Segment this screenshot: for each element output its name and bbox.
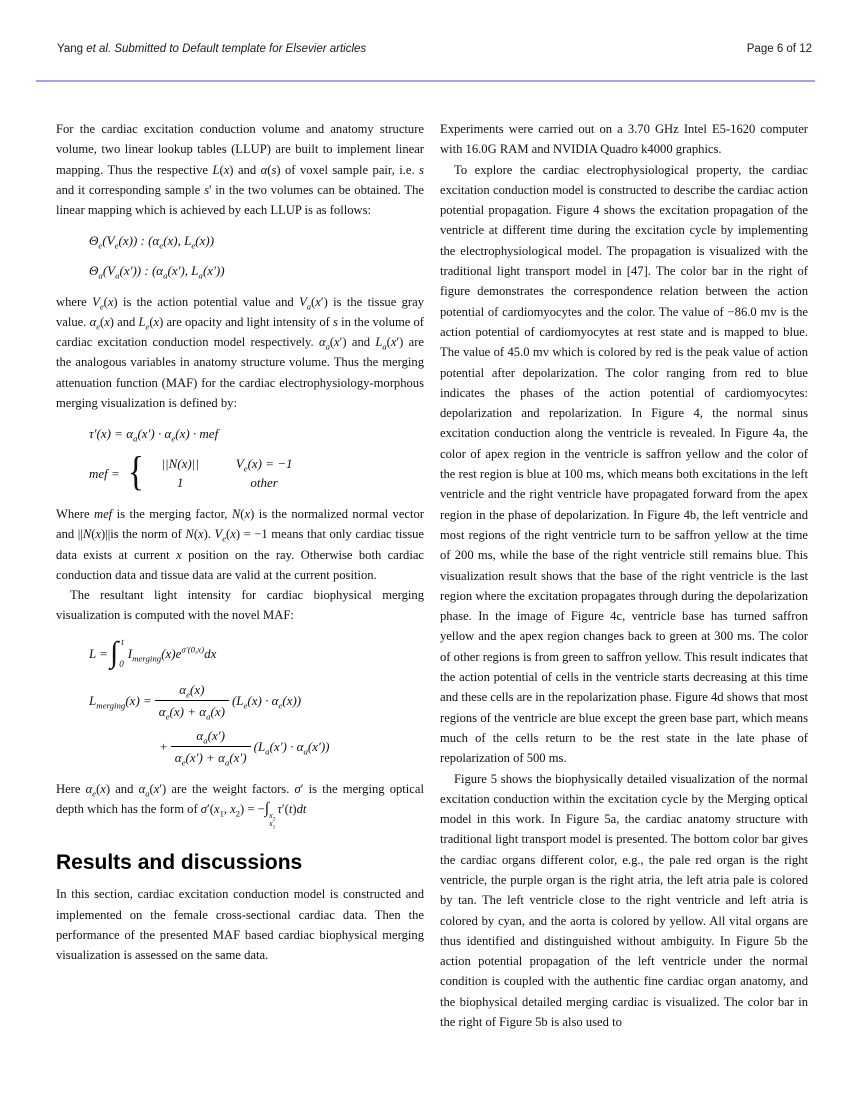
paragraph-maf-definition: where $V_e(x)$ is the action potential value and $V_a(x')$ is the tissue gray value. $\alpha_e(x)$ and $L_e(x)$ are opacity and light intensity of s in the volume of cardiac excitation conduction model respectively. $\alpha_a(x')$ and $L_a(x')$ are the analogous variables in anatomy structure volume. Thus the merging attenuation function (MAF) for the cardiac electrophysiology-morphous merging visualization is defined by: — [56, 294, 424, 411]
integral-sign: ∫ — [110, 636, 119, 670]
fraction-2-numerator: $\alpha_a(x')$ — [171, 727, 251, 748]
integral-integrand: $I_{merging}(x)e^{\sigma'(0,x)}dx$ — [127, 644, 217, 664]
equation-mef — [89, 450, 424, 496]
equation-tau: $\tau'(x) = \alpha_a(x') \cdot \alpha_e(x)$ · mef — [89, 426, 219, 444]
case-value-norm: ||N(x)|| — [161, 455, 199, 471]
paragraph-figure4: To explore the cardiac electrophysiological property, the cardiac excitation conduction model is constructed to describe the cardiac action potential propagation. Figure 4 shows the excitation propagation of the ventricle at different time during the excitation cycle by implementing the electrophysiological model. The propagation is visualized with the traditional light transport model in [47]. The color bar in the right of figure demonstrates the correspondence relation between the action potential of cardiomyocytes and the color. The value of −86.0 mv is the action potential of cardiomyocytes at rest state and is mapped to blue. The value of 45.0 mv which is colored by red is the peak value of action potential after depolarization. The color ranging from red to blue indicates the phases of the action potential of cardiomyocytes: depolarization and repolarization. In Figure 4, the normal sinus excitation conduction along the ventricle is revealed. In Figure 4a, the color of apex region in the ventricle is saffron yellow and the color of the rest region is blue at 100 ms, which means both excitations in the left ventricle and the right ventricle have propagated forward from the apex region in the phase of depolarization. In Figure 4b, the left ventricle and most regions of the right ventricle turn to be saffron yellow at the time of 200 ms, while the base of the right ventricle still remains blue. This visualization result shows that the base of the right ventricle is the last region where the excitation propagates through during the depolarization phase. In the image of Figure 4c, ventricle base has turned saffron yellow and the apex region changes back to green at 300 ms. The color of other regions is from green to saffron yellow. This result indicates that the action potential of cells in the ventricle starts decreasing at this time and these cells are in the repolarization phase. Figure 4d shows that most regions of the ventricle are blue except the green base part, which means much of the cells return to be the rest state in the late phase of repolarization of 500 ms. — [440, 162, 808, 766]
fraction-1-denominator: $\alpha_e(x) + \alpha_a(x)$ — [158, 704, 225, 722]
fraction-1 — [155, 681, 229, 721]
fraction-2-denominator: $\alpha_e(x') + \alpha_a(x')$ — [174, 750, 247, 769]
fraction-1-numerator: $\alpha_e(x)$ — [155, 681, 229, 702]
running-head — [57, 43, 366, 55]
equation-light-integral — [89, 638, 424, 669]
case-condition-other: other — [250, 475, 278, 491]
section-heading-results: Results and discussions — [56, 851, 303, 875]
l-merging-plus: + — [159, 739, 168, 755]
running-head-author: Yang — [57, 43, 84, 55]
paragraph-llup: For the cardiac excitation conduction volume and anatomy structure volume, two linear lookup tables (LLUP) are built to implement linear mapping. Thus the respective L(x) and α(s) of voxel sample pair, i.e. s and it corresponding sample s' in the two volumes can be obtained. The linear mapping which is achieved by each LLUP is as follows: — [56, 122, 424, 218]
l-merging-line-2 — [159, 727, 424, 767]
header-rule — [36, 80, 815, 82]
paragraph-experiments: Experiments were carried out on a 3.70 GHz Intel E5-1620 computer with 16.0G RAM and NVIDIA Quadro k4000 graphics. — [440, 122, 808, 157]
case-condition-ve: $V_e(x) = -1$ — [235, 455, 293, 474]
paragraph-weight-factors: Here $\alpha_e(x)$ and $\alpha_a(x')$ are the weight factors. σ′ is the merging optical depth which has the form of $\sigma'(x_1$, $x_2$) = −∫ $x_2$ $x_1$ τ′(t)dt — [56, 781, 424, 831]
paragraph-mef-explanation: Where mef is the merging factor, N(x) is the normalized normal vector and ||N(x)||is the norm of N(x). $V_e(x) = -1$ means that only cardiac tissue data exists at current x position on the ray. Otherwise both cardiac conduction data and tissue data are valid at the current position. — [56, 507, 425, 582]
integral-limits — [119, 638, 124, 669]
l-merging-line-2-tail: $(L_a(x') \cdot \alpha_a(x'))$ — [253, 739, 330, 757]
running-head-title: et al. Submitted to Default template for Elsevier articles — [86, 43, 367, 55]
cases-row-1 — [148, 455, 312, 473]
mef-lhs: mef = — [89, 465, 120, 481]
integral-upper-limit: t — [121, 636, 124, 647]
equation-l-merging — [89, 681, 424, 767]
left-column — [56, 119, 424, 966]
l-merging-line-1-tail: $(L_e(x) \cdot \alpha_e(x))$ — [231, 693, 302, 711]
fraction-2 — [171, 727, 251, 767]
l-merging-lhs: $L_{merging}(x)$ = — [89, 693, 152, 711]
integral-lower-limit: 0 — [119, 658, 124, 669]
equation-theta-e: $\Theta_e(V_e(x))$ : ($\alpha_e(x)$, $L_e(x)$) — [89, 233, 215, 252]
equation-theta-a: $\Theta_a(V_a(x'))$ : ($\alpha_a(x')$, $L_a(x')$) — [89, 263, 225, 281]
l-merging-line-1 — [89, 681, 424, 721]
cases-row-2 — [148, 474, 312, 492]
two-column-body — [56, 119, 808, 1032]
paragraph-results-intro: In this section, cardiac excitation conduction model is constructed and implemented on the female cross-sectional cardiac data. Then the performance of the presented MAF based cardiac biophysical merging visualization is assessed on the same data. — [56, 887, 424, 963]
integral-lhs: L = — [89, 645, 109, 661]
cases-body — [148, 455, 312, 492]
paragraph-resultant-intensity: The resultant light intensity for cardiac biophysical merging visualization is computed with the novel MAF: — [56, 588, 424, 623]
cases-brace: { — [127, 450, 145, 496]
right-column — [440, 119, 808, 1032]
page-number: Page 6 of 12 — [746, 43, 812, 55]
case-value-one: 1 — [176, 475, 184, 491]
paragraph-figure5: Figure 5 shows the biophysically detailed visualization of the normal excitation conduction within the excitation cycle by the Merging optical model in this work. In Figure 5a, the cardiac anatomy structure with traditional light transport model is presented. The bottom color bar gives the cardiac organs different color, e.g., the pale red organ is the right ventricle, the purple organ is the right atria, the left atria pale is colored by tan. The left ventricle close to the right ventricle and left atria is colored by cyan, and the aorta is colored by yellow. All vital organs are thus identified and distinguished without ambiguity. In Figure 5b the action potential propagation of the left ventricle under the normal condition is coupled with the authentic fine cardiac organ anatomy, and the biophysical detailed merging cardiac is visualized. The color bar in the right of Figure 5b is also used to — [440, 771, 808, 1030]
